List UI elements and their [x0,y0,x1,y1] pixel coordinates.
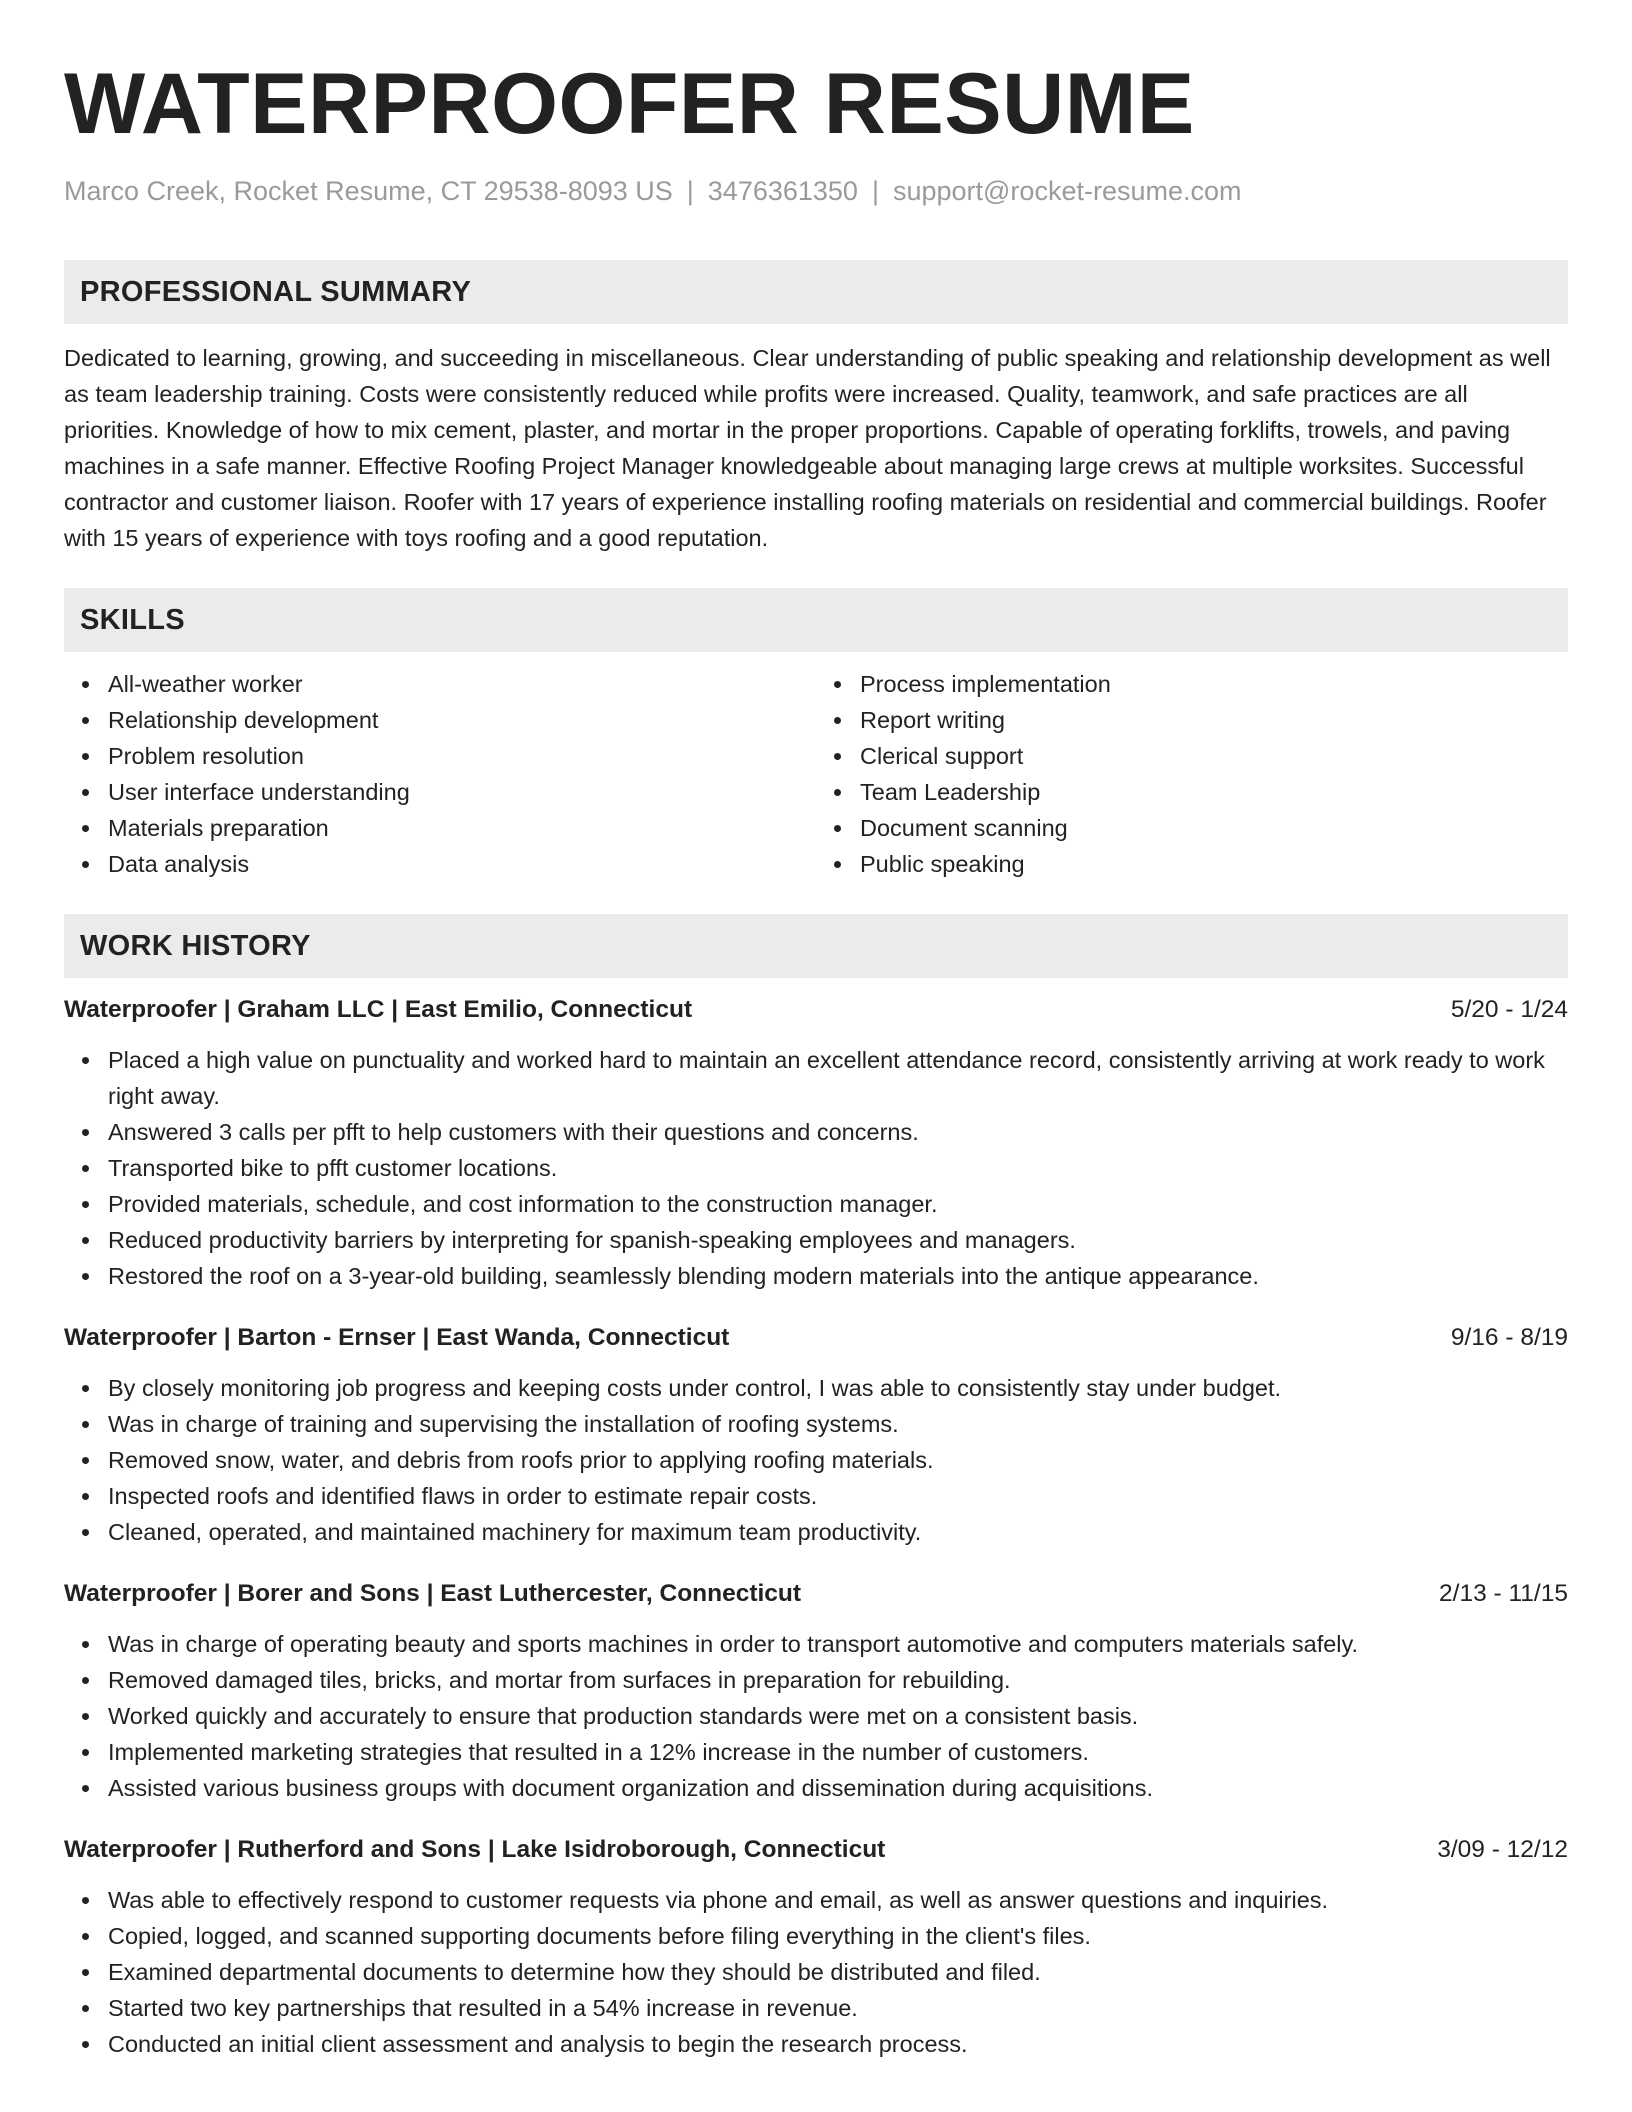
job-bullet: Restored the roof on a 3-year-old building, seamlessly blending modern materials into the antique appearance. [108,1258,1568,1294]
job-dates: 2/13 - 11/15 [1439,1580,1568,1607]
job-bullet: Reduced productivity barriers by interpreting for spanish-speaking employees and managers. [108,1222,1568,1258]
skill-item: Data analysis [108,846,816,882]
job-bullet: Removed damaged tiles, bricks, and mortar from surfaces in preparation for rebuilding. [108,1662,1568,1698]
job-bullet: Was able to effectively respond to customer requests via phone and email, as well as answer questions and inquiries. [108,1882,1568,1918]
job-title: Waterproofer | Rutherford and Sons | Lake Isidroborough, Connecticut [64,1836,886,1863]
skill-item: Process implementation [860,666,1568,702]
contact-email: support@rocket-resume.com [892,176,1242,206]
job-bullet: Removed snow, water, and debris from roofs prior to applying roofing materials. [108,1442,1568,1478]
skill-item: Problem resolution [108,738,816,774]
skill-item: User interface understanding [108,774,816,810]
job-list [64,992,1568,2062]
summary-text: Dedicated to learning, growing, and succeeding in miscellaneous. Clear understanding of public speaking and relationship development as well as team leadership training. Costs were consistently reduced while profits were increased. Quality, teamwork, and safe practices are all priorities. Knowledge of how to mix cement, plaster, and mortar in the proper proportions. Capable of operating forklifts, trowels, and paving machines in a safe manner. Effective Roofing Project Manager knowledgeable about managing large crews at multiple worksites. Successful contractor and customer liaison. Roofer with 17 years of experience installing roofing materials on residential and commercial buildings. Roofer with 15 years of experience with toys roofing and a good reputation. [64,345,1551,551]
job-bullets [64,1882,1568,2062]
skill-item: Relationship development [108,702,816,738]
resume-title: WATERPROOFER RESUME [64,56,1195,152]
job-bullet: Was in charge of operating beauty and sports machines in order to transport automotive and computers materials safely. [108,1626,1568,1662]
skill-item: Clerical support [860,738,1568,774]
professional-summary-section [64,260,1568,556]
job-header [64,992,1568,1028]
skills-section [64,588,1568,882]
job-title: Waterproofer | Barton - Ernser | East Wanda, Connecticut [64,1324,730,1351]
job-bullets [64,1042,1568,1294]
job-title: Waterproofer | Borer and Sons | East Luthercester, Connecticut [64,1580,802,1607]
job-dates: 5/20 - 1/24 [1450,996,1568,1023]
resume-page [64,58,1568,2062]
job-title: Waterproofer | Graham LLC | East Emilio, Connecticut [64,996,693,1023]
job-bullet: Transported bike to pfft customer locations. [108,1150,1568,1186]
work-history-section [64,914,1568,2062]
skill-item: Report writing [860,702,1568,738]
job-bullet: By closely monitoring job progress and keeping costs under control, I was able to consistently stay under budget. [108,1370,1568,1406]
job-entry [64,1832,1568,2062]
job-bullet: Cleaned, operated, and maintained machinery for maximum team productivity. [108,1514,1568,1550]
job-dates: 9/16 - 8/19 [1450,1324,1568,1351]
skills-left-column [64,666,816,882]
job-entry [64,1320,1568,1550]
contact-line [64,174,1568,208]
job-bullet: Started two key partnerships that resulted in a 54% increase in revenue. [108,1990,1568,2026]
job-bullet: Was in charge of training and supervising the installation of roofing systems. [108,1406,1568,1442]
section-heading-work-history: WORK HISTORY [64,914,1568,978]
job-bullet: Examined departmental documents to determine how they should be distributed and filed. [108,1954,1568,1990]
job-bullet: Provided materials, schedule, and cost information to the construction manager. [108,1186,1568,1222]
job-entry [64,1576,1568,1806]
job-entry [64,992,1568,1294]
skill-item: Public speaking [860,846,1568,882]
contact-separator: | [686,176,694,206]
section-heading-skills: SKILLS [64,588,1568,652]
skill-item: Document scanning [860,810,1568,846]
job-bullet: Copied, logged, and scanned supporting documents before filing everything in the client's files. [108,1918,1568,1954]
skills-grid [64,666,1568,882]
job-header [64,1320,1568,1356]
job-bullets [64,1626,1568,1806]
contact-phone: 3476361350 [707,176,858,206]
job-bullet: Answered 3 calls per pfft to help customers with their questions and concerns. [108,1114,1568,1150]
job-bullet: Assisted various business groups with document organization and dissemination during acquisitions. [108,1770,1568,1806]
job-bullet: Conducted an initial client assessment and analysis to begin the research process. [108,2026,1568,2062]
contact-address: Marco Creek, Rocket Resume, CT 29538-8093 US [64,176,673,206]
skill-item: All-weather worker [108,666,816,702]
skills-right-column [816,666,1568,882]
job-header [64,1832,1568,1868]
job-bullet: Inspected roofs and identified flaws in order to estimate repair costs. [108,1478,1568,1514]
job-bullet: Worked quickly and accurately to ensure that production standards were met on a consistent basis. [108,1698,1568,1734]
job-header [64,1576,1568,1612]
job-dates: 3/09 - 12/12 [1437,1836,1568,1863]
job-bullet: Implemented marketing strategies that resulted in a 12% increase in the number of customers. [108,1734,1568,1770]
skill-item: Materials preparation [108,810,816,846]
skill-item: Team Leadership [860,774,1568,810]
section-heading-summary: PROFESSIONAL SUMMARY [64,260,1568,324]
job-bullet: Placed a high value on punctuality and worked hard to maintain an excellent attendance record, consistently arriving at work ready to work right away. [108,1042,1568,1114]
contact-separator: | [871,176,879,206]
job-bullets [64,1370,1568,1550]
